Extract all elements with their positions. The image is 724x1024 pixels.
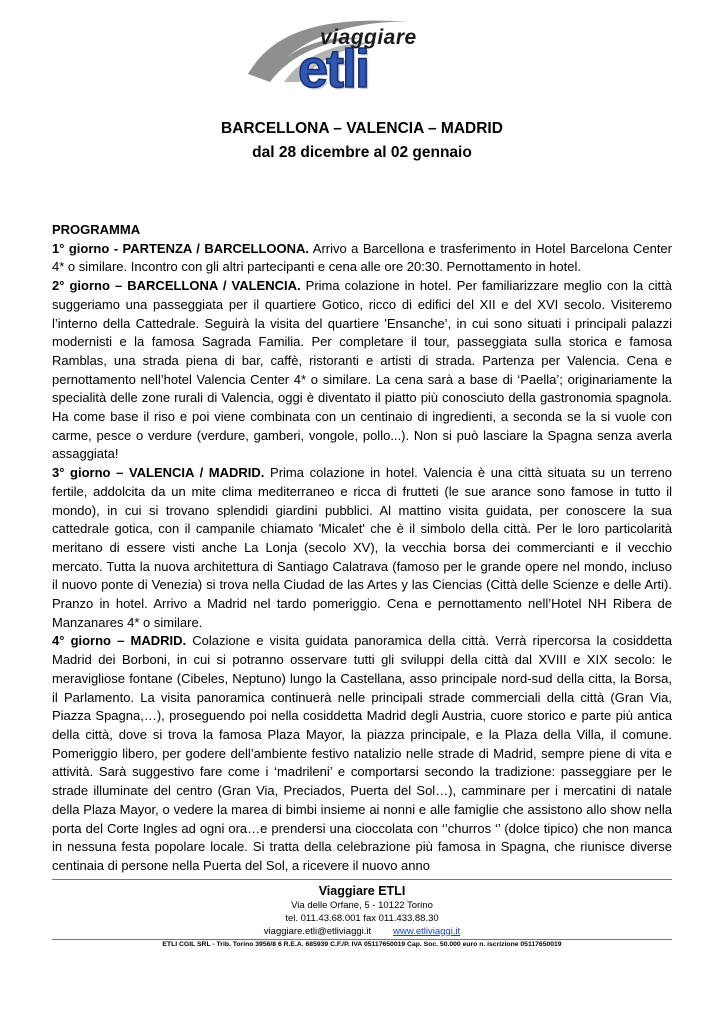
day-3-text: Prima colazione in hotel. Valencia è una città situata su un terreno fertile, addolcita da un mite clima mediterraneo e ricca di frutteti (le sue arance sono famose in tutto il mondo), in cui si trovano splendidi giardini pubblici. Al mattino visita guidata, per conoscere la sua cattedrale gotica, con il campanile chiamato 'Micalet' che è il simbolo della città. Per le loro particolarità meritano di essere visti anche La Lonja (secolo XV), la vecchia borsa dei commercianti e il vecchio mercato. Tutta la nuova architettura di Santiago Calatrava (famoso per le grande opere nel mondo, incluso il nuovo ponte di Venezia) si trova nella Ciudad de las Artes y las Ciencias (Città delle Scienze e delle Arti). Pranzo in hotel. Arrivo a Madrid nel tardo pomeriggio. Cena e pernottamento nell’Hotel NH Ribera de Manzanares 4* o similare. [52, 465, 673, 630]
footer-divider-bottom [52, 939, 672, 940]
day-1-paragraph [52, 240, 672, 277]
trip-title: BARCELLONA – VALENCIA – MADRID [221, 120, 503, 137]
footer-phone: tel. 011.43.68.001 fax 011.433.88.30 [285, 913, 439, 924]
footer-legal: ETLI CGIL SRL - Trib. Torino 3956/8 6 R.E.A. 685939 C.F./P. IVA 05117650019 Cap. Soc. 50.000 euro n. iscrizione 05117650019 [162, 941, 562, 948]
day-4-text: Colazione e visita guidata panoramica della città. Verrà ripercorsa la cosiddetta Madrid dei Borboni, in cui si potranno osservare tutti gli sviluppi della città dal XVIII e XIX secolo: le meravigliose fontane (Cibeles, Neptuno) lungo la Castellana, asso principale nord-sud della citta, la Borsa, il Parlamento. La visita panoramica continuerà nelle principali strade commerciali della città (Gran Via, Piazza Spagna,…), proseguendo poi nella cosiddetta Madrid degli Austria, cuore storico e parte più antica della città, dove si trova la famosa Plaza Mayor, la piazza principale, e la Plaza della Villa, il comune. Pomeriggio libero, per godere dell’ambiente festivo natalizio nelle strade di Madrid, sempre piene di vita e attività. Sarà suggestivo fare come i ‘madrileni’ e comportarsi secondo la tradizione: passeggiare per le strade illuminate del centro (Gran Via, Preciados, Puerta del Sol…), camminare per i mercatini di natale della Plaza Mayor, o vedere la marea di bimbi insieme ai nonni e alle famiglie che assistono allo show nella porta del Corte Ingles ad ogni ora…e prendersi una cioccolata con ‘’churros ‘’ (dolce tipico) che non manca in nessuna festa popolare locale. Si tratta della celebrazione più famosa in Spagna, che riunisce diverse centinaia di persone nella Puerta del Sol, a ricevere il nuovo anno [52, 633, 672, 873]
day-2-title: 2° giorno – BARCELLONA / VALENCIA. [52, 278, 301, 294]
footer [52, 881, 672, 948]
day-1-title: 1° giorno - PARTENZA / BARCELLOONA. [52, 240, 310, 256]
program-heading: PROGRAMMA [52, 222, 141, 237]
footer-address: Via delle Orfane, 5 - 10122 Torino [291, 900, 433, 911]
day-1-text: Arrivo a Barcellona e trasferimento in Hotel Barcelona Center 4* o similare. Incontro con gli altri partecipanti e cena alle ore 20:30. Pernottamento in hotel. [52, 240, 672, 275]
day-3-title: 3° giorno – VALENCIA / MADRID. [52, 465, 265, 481]
footer-website-link[interactable]: www.etliviaggi.it [393, 926, 461, 937]
footer-email[interactable]: viaggiare.etli@etliviaggi.it [263, 926, 372, 937]
day-2-paragraph [52, 277, 672, 464]
footer-contacts [52, 925, 672, 938]
trip-dates: dal 28 dicembre al 02 gennaio [252, 144, 472, 161]
footer-divider-top [52, 879, 672, 880]
program-section [52, 221, 672, 876]
day-4-title: 4° giorno – MADRID. [52, 633, 187, 649]
logo-text-top: viaggiare [320, 26, 417, 49]
day-2-text: Prima colazione in hotel. Per familiarizzare meglio con la città suggeriamo una passeggiata per il quartiere Gotico, ricco di edifici del XII e del XVI secolo. Visiteremo l’interno della Cattedrale. Seguirà la visita del quartiere 'Ensanche’, in cui sono situati i principali palazzi modernisti e la famosa Sagrada Familia. Per completare il tour, passeggiata sulla storica e famosa Ramblas, una strada piena di bar, caffè, ristoranti e artisti di strada. Partenza per Valencia. Cena e pernottamento nell’hotel Valencia Center 4* o similare. La cena sarà a base di ‘Paella’; originariamente la specialità delle zone rurali di Valencia, oggi è diventato il piatto più conosciuto della gastronomia spagnola. Ha come base il riso e poi viene combinata con un centinaio di ingredienti, a seconda se la si vuole con carme, pesce o verdure (verdure, gamberi, vongole, pollo...). Non si può lasciare la Spagna senza averla assaggiata! [52, 278, 672, 462]
brand-logo [244, 12, 422, 99]
day-3-paragraph [52, 464, 672, 632]
logo-text-main: etli [298, 39, 369, 99]
footer-company: Viaggiare ETLI [318, 884, 406, 898]
day-4-paragraph [52, 632, 672, 875]
